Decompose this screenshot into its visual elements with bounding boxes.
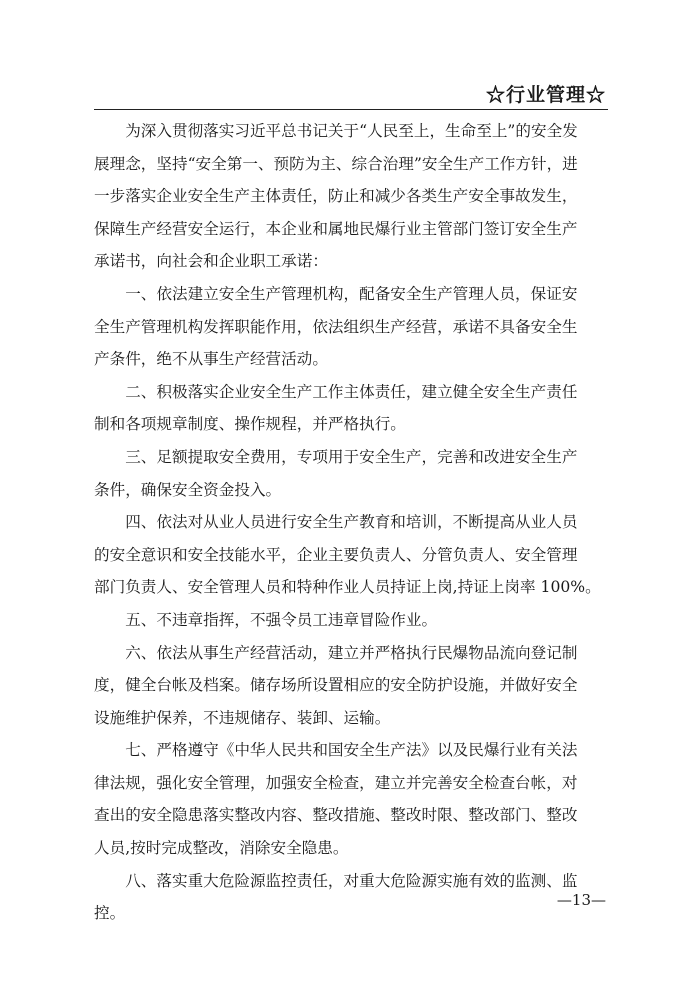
paragraph-item-2 [94,376,610,441]
text-line: 三、足额提取安全费用，专项用于安全生产，完善和改进安全生产 [125,447,578,466]
text-line: 八、落实重大危险源监控责任，对重大危险源实施有效的监测、监 [125,871,578,890]
text-line: 承诺书，向社会和企业职工承诺： [94,252,328,271]
document-body [94,115,610,930]
text-line: 二、积极落实企业安全生产工作主体责任，建立健全安全生产责任 [125,382,578,401]
text-line: 五、不违章指挥，不强令员工违章冒险作业。 [125,610,438,629]
text-line: 设施维护保养，不违规储存、装卸、运输。 [94,708,391,727]
paragraph-intro [94,115,610,278]
paragraph-item-4 [94,506,610,604]
text-line: 人员,按时完成整改，消除安全隐患。 [94,839,349,858]
header-divider [94,109,608,110]
text-line: 控。 [94,904,126,923]
text-line: 为深入贯彻落实习近平总书记关于“人民至上，生命至上”的安全发 [125,122,578,140]
text-line: 部门负责人、安全管理人员和特种作业人员持证上岗,持证上岗率 100%。 [94,578,601,597]
text-line: 一步落实企业安全生产主体责任，防止和减少各类生产安全事故发生， [94,187,578,206]
text-line: 律法规，强化安全管理，加强安全检查，建立并完善安全检查台帐，对 [94,773,578,792]
paragraph-item-7 [94,734,610,864]
section-header-title: ☆行业管理☆ [485,84,606,106]
text-line: 度，健全台帐及档案。储存场所设置相应的安全防护设施，并做好安全 [94,676,578,695]
paragraph-item-5 [94,604,610,637]
text-line: 四、依法对从业人员进行安全生产教育和培训，不断提高从业人员 [125,513,578,532]
text-line: 制和各项规章制度、操作规程，并严格执行。 [94,415,406,434]
text-line: 查出的安全隐患落实整改内容、整改措施、整改时限、整改部门、整改 [94,806,578,825]
paragraph-item-8 [94,865,610,930]
text-line: 的安全意识和安全技能水平，企业主要负责人、分管负责人、安全管理 [94,545,578,564]
paragraph-item-6 [94,637,610,735]
text-line: 全生产管理机构发挥职能作用，依法组织生产经营，承诺不具备安全生 [94,317,578,336]
page-number: —13— [556,891,606,909]
paragraph-item-1 [94,278,610,376]
text-line: 保障生产经营安全运行，本企业和属地民爆行业主管部门签订安全生产 [94,219,578,238]
text-line: 展理念，坚持“安全第一、预防为主、综合治理”安全生产工作方针，进 [94,154,578,173]
text-line: 六、依法从事生产经营活动，建立并严格执行民爆物品流向登记制 [125,643,578,662]
paragraph-item-3 [94,441,610,506]
text-line: 产条件，绝不从事生产经营活动。 [94,350,328,369]
text-line: 一、依法建立安全生产管理机构，配备安全生产管理人员，保证安 [125,284,578,303]
text-line: 条件，确保安全资金投入。 [94,480,282,499]
text-line: 七、严格遵守《中华人民共和国安全生产法》以及民爆行业有关法 [125,741,578,760]
